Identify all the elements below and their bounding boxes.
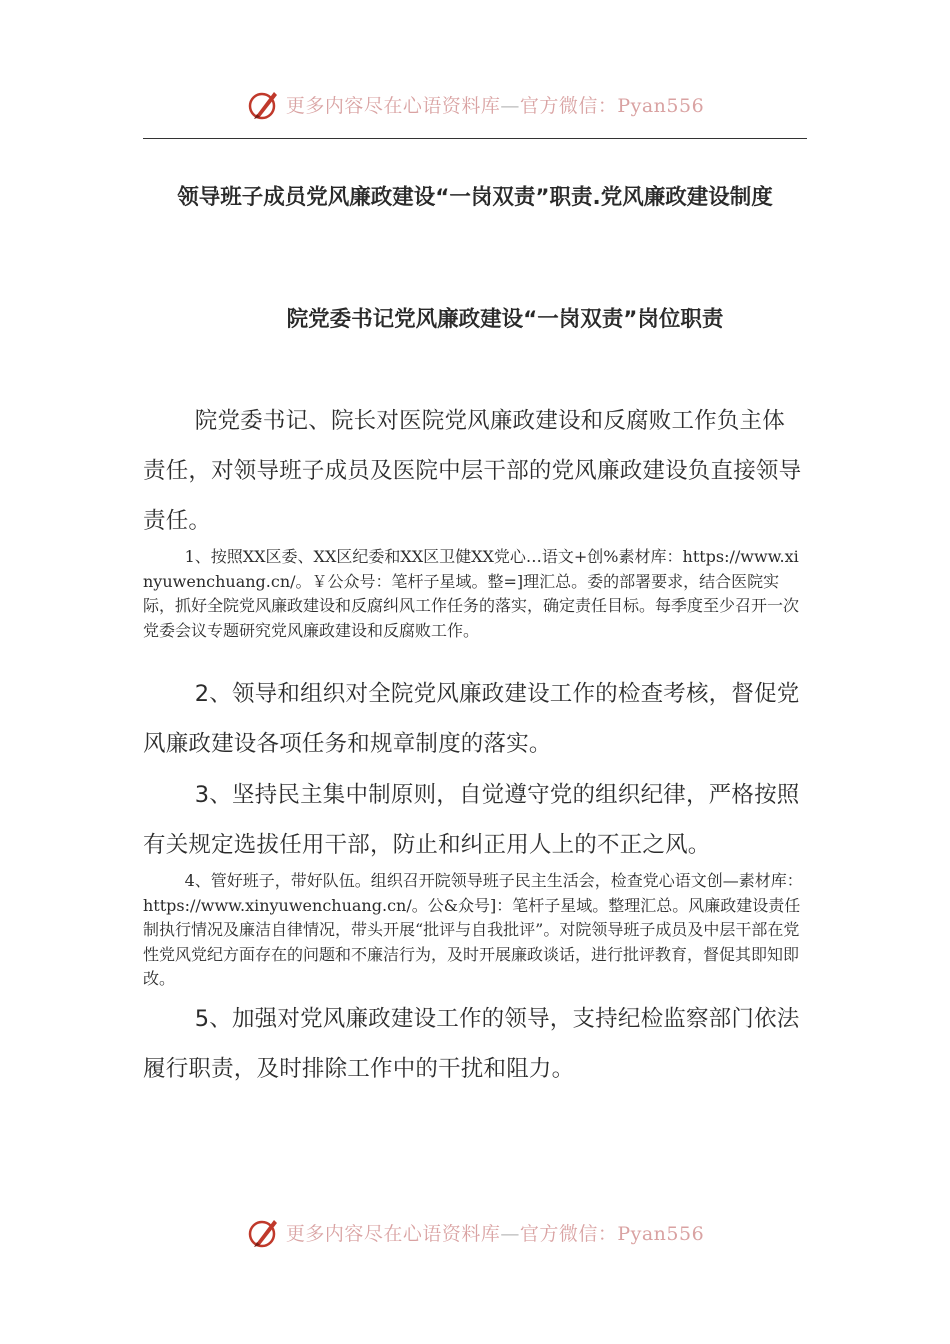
footer-brand xyxy=(0,1212,950,1252)
paragraph-item-2: 2、领导和组织对全院党风廉政建设工作的检查考核，督促党风廉政建设各项任务和规章制度的落实。 xyxy=(143,681,800,757)
quill-pen-logo-icon xyxy=(246,1214,282,1250)
brand-wechat: 官方微信：Pyan556 xyxy=(519,94,705,117)
brand-name: 更多内容尽在心语资料库 xyxy=(285,1222,501,1245)
paragraph-intro: 院党委书记、院长对医院党风廉政建设和反腐败工作负主体责任，对领导班子成员及医院中层干部的党风廉政建设负直接领导责任。 xyxy=(143,408,802,534)
quill-pen-logo-icon xyxy=(246,86,282,122)
header-divider xyxy=(143,138,807,139)
brand-dash: — xyxy=(500,94,520,117)
header-brand xyxy=(0,84,950,124)
document-title: 领导班子成员党风廉政建设“一岗双责”职责.党风廉政建设制度 xyxy=(177,185,773,210)
paragraph-item-1: 1、按照XX区委、XX区纪委和XX区卫健XX党心…语文+创%素材库：https://www.xinyuwenchuang.cn/。￥公众号：笔杆子星域。整=]理汇总。委的部署要求，结合医院实际，抓好全院党风廉政建设和反腐纠风工作任务的落实，确定责任目标。每季度至少召开一次党委会议专题研究党风廉政建设和反腐败工作。 xyxy=(143,547,800,640)
paragraph-item-3: 3、坚持民主集中制原则，自觉遵守党的组织纪律，严格按照有关规定选拔任用干部，防止和纠正用人上的不正之风。 xyxy=(143,782,800,858)
brand-dash: — xyxy=(500,1222,520,1245)
brand-wechat: 官方微信：Pyan556 xyxy=(519,1222,705,1245)
paragraph-item-5: 5、加强对党风廉政建设工作的领导，支持纪检监察部门依法履行职责，及时排除工作中的干扰和阻力。 xyxy=(143,1006,800,1082)
document-subtitle: 院党委书记党风廉政建设“一岗双责”岗位职责 xyxy=(286,307,724,332)
paragraph-item-4: 4、管好班子，带好队伍。组织召开院领导班子民主生活会，检查党心语文创—素材库：https://www.xinyuwenchuang.cn/。公&众号]：笔杆子星域。整理汇总。风廉政建设责任制执行情况及廉洁自律情况，带头开展“批评与自我批评”。对院领导班子成员及中层干部在党性党风党纪方面存在的问题和不廉洁行为，及时开展廉政谈话，进行批评教育，督促其即知即改。 xyxy=(143,871,803,988)
brand-name: 更多内容尽在心语资料库 xyxy=(285,94,501,117)
